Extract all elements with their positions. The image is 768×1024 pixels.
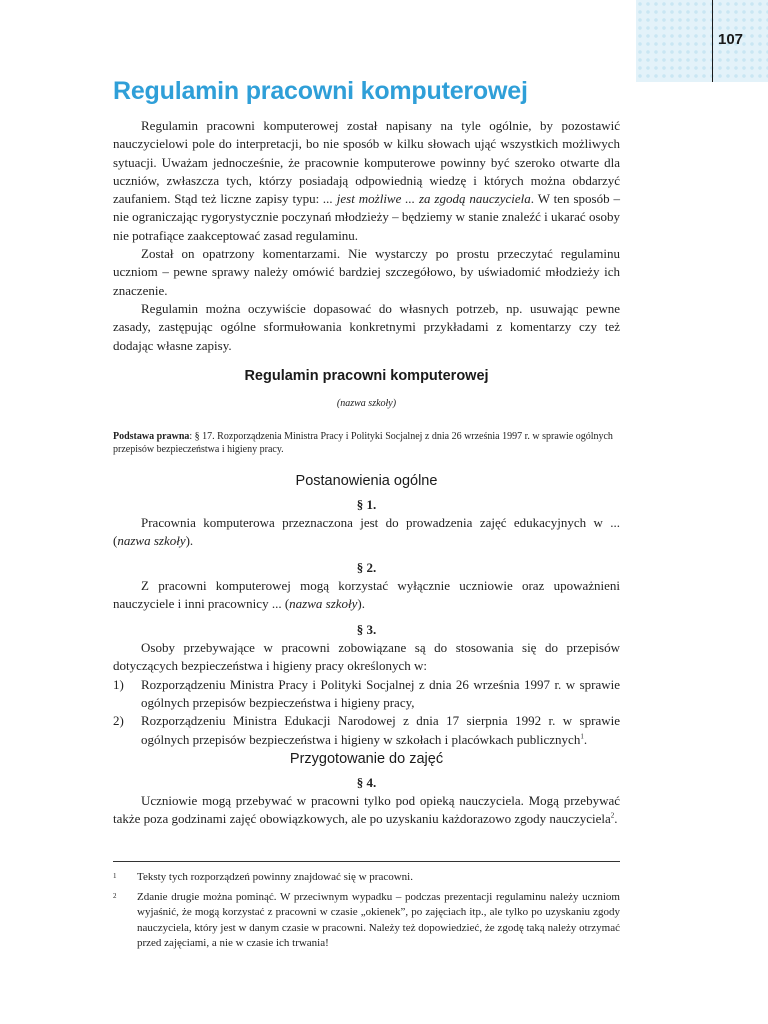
paragraph-sign-4: § 4. xyxy=(356,775,377,790)
list-item-text xyxy=(141,712,620,749)
footnotes xyxy=(113,870,620,952)
section-heading-prep: Przygotowanie do zajęć xyxy=(289,751,444,767)
intro-p1-text-end: . W ten sposób – nie ograniczając rygorystycznie poczynań młodzieży – będziemy w stanie znaleźć i ukarać osoby nie potrafiące zaakceptować zasad regulaminu. xyxy=(113,191,620,243)
intro-section xyxy=(113,117,620,355)
paragraph-4-text xyxy=(113,792,620,829)
section-prep xyxy=(113,774,620,829)
paragraph-sign-3: § 3. xyxy=(356,622,377,638)
list-item-number: 1) xyxy=(113,676,124,692)
paragraph-1-end: ). xyxy=(185,533,194,549)
paragraph-1-body: Pracownia komputerowa przeznaczona jest do prowadzenia zajęć edukacyjnych w ... ( xyxy=(113,515,620,549)
intro-p1-italic: ... jest możliwe ... za zgodą nauczyciela xyxy=(323,191,531,207)
list-item-end: . xyxy=(583,731,588,747)
footnote-divider xyxy=(113,861,620,862)
paragraph-sign-2: § 2. xyxy=(356,559,377,575)
paragraph-4-end: . xyxy=(614,811,618,827)
footnote-mark: 2 xyxy=(113,891,117,900)
school-name-placeholder: (nazwa szkoły) xyxy=(336,398,397,409)
section-general xyxy=(113,496,620,749)
footnote-text: Teksty tych rozporządzeń powinny znajdować się w pracowni. xyxy=(137,871,413,883)
footnote-item xyxy=(113,890,620,952)
section-heading-general: Postanowienia ogólne xyxy=(295,473,438,489)
paragraph-2-text xyxy=(113,577,620,614)
intro-paragraph-1 xyxy=(113,117,620,245)
paragraph-4-body: Uczniowie mogą przebywać w pracowni tylko pod opieką nauczyciela. Mogą przebywać także poza godzinami zajęć obowiązkowych, ale po uzyskaniu każdorazowo zgody nauczyciela xyxy=(113,793,620,827)
intro-paragraph-3: Regulamin można oczywiście dopasować do własnych potrzeb, np. usuwając pewne zasady, zastępując ogólne sformułowania konkretnymi przykładami z komentarzy czy też dodając własne zapisy. xyxy=(113,300,620,353)
paragraph-3-text: Osoby przebywające w pracowni zobowiązane są do stosowania się do przepisów dotyczących bezpieczeństwa i higieny pracy określonych w: xyxy=(113,640,620,674)
regulation-title: Regulamin pracowni komputerowej xyxy=(244,368,489,384)
legal-basis-text: : § 17. Rozporządzenia Ministra Pracy i Polityki Socjalnej z dnia 26 września 1997 r. w sprawie ogólnych przepisów bezpieczeństwa i higieny pracy. xyxy=(113,431,613,455)
paragraph-1-italic: nazwa szkoły xyxy=(117,533,186,549)
footnote-ref-1[interactable]: 1 xyxy=(580,732,584,741)
paragraph-2-italic: nazwa szkoły xyxy=(289,595,358,611)
list-item-body: Rozporządzeniu Ministra Edukacji Narodowej z dnia 17 sierpnia 1992 r. w sprawie ogólnych przepisów bezpieczeństwa i higieny w szkołach i placówkach publicznych xyxy=(141,713,620,747)
legal-basis xyxy=(113,430,620,456)
footnote-ref-2[interactable]: 2 xyxy=(610,811,615,820)
list-item xyxy=(113,712,620,749)
page-title: Regulamin pracowni komputerowej xyxy=(113,77,528,105)
paragraph-1-text xyxy=(113,514,620,551)
intro-paragraph-2: Został on opatrzony komentarzami. Nie wystarczy po prostu przeczytać regulaminu uczniom – pewne sprawy należy omówić bardziej szczegółowo, by uświadomić młodzieży ich znaczenie. xyxy=(113,246,620,298)
page-number: 107 xyxy=(718,31,744,48)
paragraph-2-end: ). xyxy=(357,595,365,611)
page-tab-divider xyxy=(712,0,713,82)
paragraph-2-body: Z pracowni komputerowej mogą korzystać wyłącznie uczniowie oraz upoważnieni nauczyciele i inni pracownicy ... ( xyxy=(113,577,620,611)
paragraph-sign-1: § 1. xyxy=(356,497,377,512)
list-item-text: Rozporządzeniu Ministra Pracy i Polityki Socjalnej z dnia 26 września 1997 r. w sprawie ogólnych przepisów bezpieczeństwa i higieny pracy, xyxy=(141,676,620,711)
list-item xyxy=(113,676,620,713)
intro-p1-text: Regulamin pracowni komputerowej został napisany na tyle ogólnie, by pozostawić nauczycielowi pole do interpretacji, bo nie sposób w kilku słowach ująć wszystkich możliwych sytuacji. Uważam jednocześnie, że pracownie komputerowe powinny być szeroko otwarte dla uczniów, zwłaszcza tych, którzy posiadają odpowiednią wiedzę i których można obdarzyć zaufaniem. Stąd też liczne zapisy typu: xyxy=(113,118,620,207)
footnote-mark: 1 xyxy=(113,872,117,880)
footnote-item xyxy=(113,870,620,886)
list-item-number: 2) xyxy=(113,713,124,729)
regulation-list xyxy=(113,676,620,749)
footnote-text: Zdanie drugie można pominąć. W przeciwnym wypadku – podczas prezentacji regulaminu należy uczniom wyjaśnić, że mogą korzystać z pracowni w czasie „okienek”, po zajęciach itp., ale tylko po uzyskaniu zgody nauczyciela, który jest w danym czasie w pracowni. Należy też dopowiedzieć, że zgodę taką należy otrzymać przed zajęciami, a nie w czasie ich trwania! xyxy=(137,890,620,949)
legal-basis-label: Podstawa prawna xyxy=(113,431,190,442)
